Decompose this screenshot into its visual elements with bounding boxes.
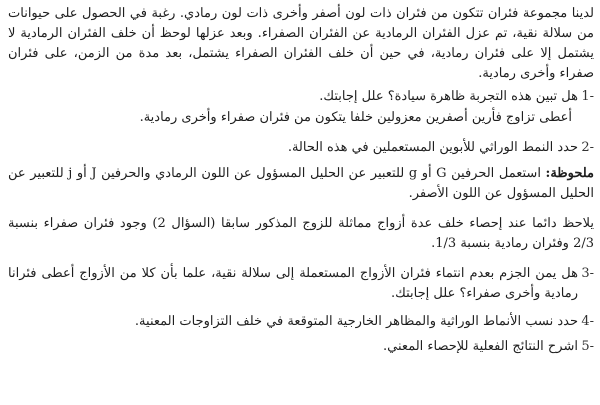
question-number: -5 <box>581 339 594 354</box>
question-3 <box>8 264 594 304</box>
question-5 <box>8 337 594 357</box>
question-number: -3 <box>581 266 594 281</box>
question-1 <box>8 87 594 107</box>
question-number: -4 <box>581 314 594 329</box>
question-text: هل تبين هذه التجربة ظاهرة سيادة؟ علل إجابتك. <box>319 89 578 104</box>
note-label: ملحوظة: <box>545 166 595 181</box>
question-4 <box>8 312 594 332</box>
question-text: حدد النمط الوراثي للأبوين المستعملين في هذه الحالة. <box>287 140 578 155</box>
question-2 <box>8 138 594 158</box>
note-text: استعمل الحرفين G أو g للتعبير عن الحليل المسؤول عن اللون الرمادي والحرفين J أو j للتعبير عن الحليل المسؤول عن اللون الأصفر. <box>8 166 594 201</box>
note-paragraph <box>8 164 594 204</box>
question-text: اشرح النتائج الفعلية للإحصاء المعني. <box>383 339 578 354</box>
question-text: حدد نسب الأنماط الوراثية والمظاهر الخارجية المتوقعة في خلف التزاوجات المعنية. <box>134 314 578 329</box>
question-text: هل يمن الجزم بعدم انتماء فئران الأزواج المستعملة إلى سلالة نقية، علما بأن كلا من الأزواج أعطى فئرانا رمادية وأخرى صفراء؟ علل إجابتك. <box>8 266 578 301</box>
question-1-statement: أعطى تزاوج فأرين أصفرين معزولين خلفا يتكون من فئران صفراء وأخرى رمادية. <box>139 110 572 125</box>
question-number: -1 <box>581 89 594 104</box>
intro-paragraph: لدينا مجموعة فئران تتكون من فئران ذات لون أصفر وأخرى ذات لون رمادي. رغبة في الحصول على حيوانات من سلالة نقية، تم عزل الفئران الرمادية عن الفئران الصفراء. وبعد عزلها لوحظ أن خلف الفئران الرمادية لا يشتمل إلا على فئران رمادية، في حين أن خلف الفئران الصفراء يشتمل، بعد مدة من الزمن، على فئران صفراء وأخرى رمادية. <box>8 6 594 81</box>
question-number: -2 <box>581 140 594 155</box>
observation-paragraph: يلاحظ دائما عند إحصاء خلف عدة أزواج مماثلة للزوج المذكور سابقا (السؤال 2) وجود فئران صفراء بنسبة 2/3 وفئران رمادية بنسبة 1/3. <box>8 216 595 251</box>
